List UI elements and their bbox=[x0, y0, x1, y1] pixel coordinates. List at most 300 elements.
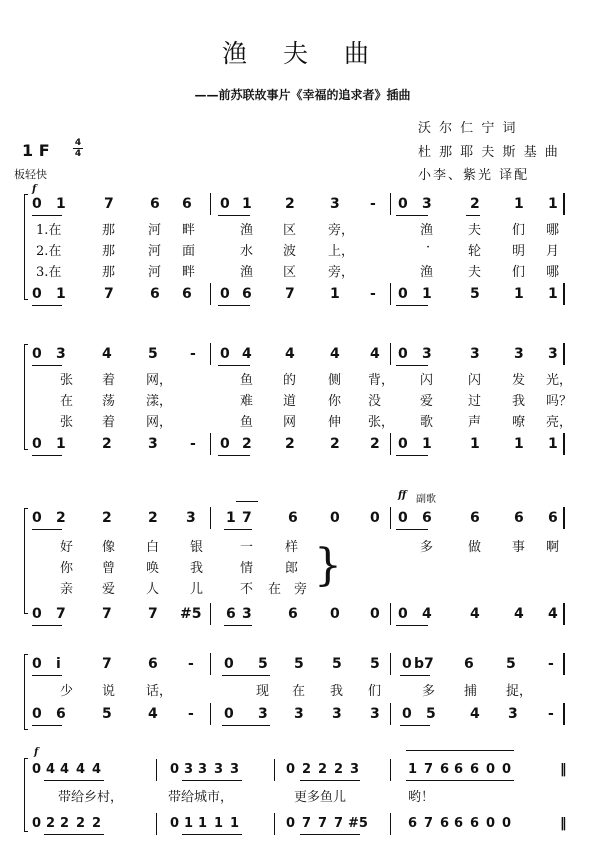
lyric: 我 bbox=[512, 394, 526, 409]
note: 0 bbox=[32, 346, 42, 362]
note: 5 bbox=[370, 656, 380, 672]
barline bbox=[390, 603, 391, 625]
note: 3 bbox=[370, 706, 380, 722]
system-bracket bbox=[24, 194, 28, 300]
note: 0 bbox=[224, 706, 234, 722]
note: 0 bbox=[220, 196, 230, 212]
lyrics-verse-1 bbox=[30, 369, 573, 388]
lyrics-verse-1 bbox=[30, 219, 570, 237]
note: 4 bbox=[242, 346, 252, 362]
lyric: 1.在 bbox=[36, 223, 62, 238]
note: 0 bbox=[32, 196, 42, 212]
barline bbox=[274, 759, 275, 781]
note: 0 bbox=[220, 286, 230, 302]
note: #5 bbox=[180, 606, 202, 622]
note: 7 bbox=[318, 816, 328, 831]
barline bbox=[563, 653, 565, 675]
lyric: 河 bbox=[148, 223, 162, 238]
barline bbox=[390, 703, 391, 725]
lyric: 人 bbox=[146, 582, 160, 597]
beam bbox=[400, 675, 430, 676]
barline bbox=[563, 343, 565, 365]
lyric: 我 bbox=[190, 561, 204, 576]
note: 3 bbox=[186, 510, 196, 526]
lyric: 网 bbox=[283, 415, 297, 430]
note: 4 bbox=[76, 762, 86, 777]
note: 0 bbox=[330, 510, 340, 526]
barline bbox=[563, 433, 565, 455]
note: 7 bbox=[102, 606, 112, 622]
lyrics-verse-2 bbox=[30, 390, 573, 409]
translator-credit: 小李、紫光 译配 bbox=[418, 168, 530, 183]
system-bracket bbox=[24, 758, 28, 832]
note: 4 bbox=[285, 346, 295, 362]
note: 4 bbox=[102, 346, 112, 362]
note: 5 bbox=[470, 286, 480, 302]
note: 7 bbox=[104, 196, 114, 212]
lower-voice-row bbox=[30, 706, 570, 726]
lyric: 吗？ bbox=[546, 394, 573, 409]
note: 2 bbox=[92, 816, 102, 831]
note: 3 bbox=[184, 762, 194, 777]
lyric: 像 bbox=[102, 540, 116, 555]
note: 7 bbox=[242, 510, 252, 526]
barline bbox=[563, 603, 565, 625]
note: 0 bbox=[398, 606, 408, 622]
upper-voice-row bbox=[30, 196, 570, 216]
beam bbox=[396, 305, 428, 306]
barline bbox=[274, 813, 275, 835]
lyric: 月 bbox=[546, 244, 560, 259]
note: 6 bbox=[422, 510, 432, 526]
note: 3 bbox=[148, 436, 158, 452]
note: 6 bbox=[182, 196, 192, 212]
note: 0 bbox=[398, 510, 408, 526]
note: 0 bbox=[32, 436, 42, 452]
lyric: 闪 bbox=[420, 373, 434, 388]
note: 0 bbox=[502, 816, 512, 831]
note: 0 bbox=[486, 762, 496, 777]
note: 4 bbox=[370, 346, 380, 362]
note: 4 bbox=[148, 706, 158, 722]
note: 4 bbox=[470, 606, 480, 622]
key-signature: 1 F bbox=[22, 141, 50, 160]
lyric: 哪 bbox=[546, 265, 560, 280]
lyrics-verse-3 bbox=[30, 261, 570, 279]
beam bbox=[224, 625, 252, 626]
note: 1 bbox=[330, 286, 340, 302]
note: 2 bbox=[56, 510, 66, 526]
beam bbox=[218, 455, 250, 456]
lyric: 光， bbox=[546, 373, 573, 388]
note: 7 bbox=[148, 606, 158, 622]
lyric: 张， bbox=[368, 415, 395, 430]
note: 1 bbox=[56, 196, 66, 212]
note: 0 bbox=[170, 762, 180, 777]
song-subtitle: ——前苏联故事片《幸福的追求者》插曲 bbox=[194, 88, 411, 102]
lyric: 带给乡村， bbox=[58, 790, 124, 805]
beam bbox=[396, 529, 428, 530]
note: - bbox=[190, 346, 196, 362]
note: 1 bbox=[56, 286, 66, 302]
note: 1 bbox=[56, 436, 66, 452]
note: 2 bbox=[102, 510, 112, 526]
beam bbox=[396, 625, 428, 626]
lyric: 我 bbox=[330, 684, 344, 699]
lyric: 侧 bbox=[328, 373, 342, 388]
barline bbox=[210, 703, 211, 725]
lyric: · bbox=[426, 240, 431, 255]
note: 6 bbox=[242, 286, 252, 302]
note: 1 bbox=[548, 286, 558, 302]
note: 0 bbox=[398, 196, 408, 212]
note: 1 bbox=[514, 286, 524, 302]
lyric: 渔 bbox=[420, 223, 434, 238]
note: - bbox=[548, 706, 554, 722]
note: 3 bbox=[422, 196, 432, 212]
note: 0 bbox=[370, 606, 380, 622]
lyric: 网， bbox=[146, 373, 173, 388]
note: 4 bbox=[46, 762, 56, 777]
lower-voice-row bbox=[30, 436, 570, 456]
lyric: 那 bbox=[102, 265, 116, 280]
note: 6 bbox=[470, 762, 480, 777]
lyric: 们 bbox=[368, 684, 382, 699]
barline bbox=[390, 193, 391, 215]
note: 1 bbox=[242, 196, 252, 212]
note: #5 bbox=[348, 816, 368, 831]
lyric: 网， bbox=[146, 415, 173, 430]
system-bracket bbox=[24, 654, 28, 730]
note: 0 bbox=[330, 606, 340, 622]
note: 2 bbox=[470, 196, 480, 212]
note: 6 bbox=[288, 510, 298, 526]
lyric: 不 bbox=[240, 582, 254, 597]
lyric: 张 bbox=[60, 373, 74, 388]
note: 3 bbox=[258, 706, 268, 722]
lyrics-verse-1 bbox=[30, 786, 570, 804]
note: 0 bbox=[398, 346, 408, 362]
lyric: 带给城市， bbox=[168, 790, 234, 805]
note: 5 bbox=[258, 656, 268, 672]
note: 2 bbox=[76, 816, 86, 831]
beam bbox=[182, 834, 242, 835]
note: 1 bbox=[230, 816, 240, 831]
note: - bbox=[370, 286, 376, 302]
lyric: 多 bbox=[422, 684, 436, 699]
song-title: 渔 夫 曲 bbox=[222, 39, 383, 68]
note: 0 bbox=[486, 816, 496, 831]
chorus-label: 副歌 bbox=[416, 494, 436, 505]
note: 0 bbox=[286, 816, 296, 831]
note: 1 bbox=[408, 762, 418, 777]
lyrics-verse-2 bbox=[30, 240, 570, 258]
beam bbox=[222, 725, 270, 726]
beam bbox=[466, 215, 480, 216]
lyricist-credit: 沃 尔 仁 宁 词 bbox=[418, 121, 518, 136]
lyric: 渔 bbox=[420, 265, 434, 280]
note: 7 bbox=[424, 762, 434, 777]
note: 7 bbox=[56, 606, 66, 622]
lyric: 夫 bbox=[468, 265, 482, 280]
beam bbox=[32, 215, 62, 216]
lyric: 过 bbox=[468, 394, 482, 409]
note: 0 bbox=[170, 816, 180, 831]
lyric: 明 bbox=[512, 244, 526, 259]
composer-credit: 杜 那 耶 夫 斯 基 曲 bbox=[418, 145, 560, 160]
note: 0 bbox=[398, 286, 408, 302]
time-signature bbox=[72, 138, 84, 159]
note: 3 bbox=[350, 762, 360, 777]
note: 4 bbox=[92, 762, 102, 777]
beam bbox=[396, 455, 428, 456]
note: 6 bbox=[150, 196, 160, 212]
lyric: 哟！ bbox=[408, 790, 435, 805]
note: 2 bbox=[318, 762, 328, 777]
lyric: 白 bbox=[146, 540, 160, 555]
beam bbox=[32, 455, 62, 456]
note: 1 bbox=[514, 196, 524, 212]
beam bbox=[32, 625, 62, 626]
barline bbox=[156, 813, 157, 835]
lyric: 畔 bbox=[182, 223, 196, 238]
note: 1 bbox=[548, 196, 558, 212]
upper-voice-row bbox=[30, 656, 570, 676]
beam bbox=[218, 365, 250, 366]
note: 7 bbox=[334, 816, 344, 831]
final-barline: ‖ bbox=[560, 816, 567, 831]
barline bbox=[390, 813, 391, 835]
time-signature-top: 4 bbox=[74, 138, 82, 148]
lyric: 荡 bbox=[102, 394, 116, 409]
lyric: 在 bbox=[292, 684, 306, 699]
dynamic-f-final: f bbox=[34, 747, 39, 758]
barline bbox=[210, 507, 211, 529]
lyrics-verse-1 bbox=[30, 536, 570, 554]
lyric: 鱼 bbox=[240, 415, 254, 430]
note: 6 bbox=[470, 816, 480, 831]
lyric: 面 bbox=[182, 244, 196, 259]
barline bbox=[390, 759, 391, 781]
note: 7 bbox=[104, 286, 114, 302]
barline bbox=[210, 193, 211, 215]
note: 5 bbox=[102, 706, 112, 722]
lyric: 在 bbox=[60, 394, 74, 409]
final-barline: ‖ bbox=[560, 762, 567, 777]
lyric: 唤 bbox=[146, 561, 160, 576]
note: 1 bbox=[514, 436, 524, 452]
lyric: 你 bbox=[328, 394, 342, 409]
lyric: 儿 bbox=[190, 582, 204, 597]
note: 0 bbox=[402, 656, 412, 672]
lyric: 旁， bbox=[328, 265, 355, 280]
note: 1 bbox=[198, 816, 208, 831]
lyric: 背， bbox=[368, 373, 395, 388]
note: 0 bbox=[220, 346, 230, 362]
note: b7 bbox=[414, 656, 434, 672]
note: 4 bbox=[330, 346, 340, 362]
note: 0 bbox=[32, 816, 42, 831]
note: 1 bbox=[470, 436, 480, 452]
note: - bbox=[188, 706, 194, 722]
lower-voice-row bbox=[30, 606, 570, 626]
lyric: 旁 bbox=[294, 582, 308, 597]
note: 3 bbox=[332, 706, 342, 722]
lyric: 少 bbox=[60, 684, 74, 699]
note: - bbox=[370, 196, 376, 212]
lyrics-verse-3 bbox=[30, 578, 570, 596]
lyric: 畔 bbox=[182, 265, 196, 280]
lyric: 张 bbox=[60, 415, 74, 430]
note: 6 bbox=[288, 606, 298, 622]
lyric: 伸 bbox=[328, 415, 342, 430]
lyric: 银 bbox=[190, 540, 204, 555]
note: 0 bbox=[32, 510, 42, 526]
beam bbox=[44, 834, 104, 835]
lower-voice-row bbox=[30, 286, 570, 306]
lyric: 嘹 bbox=[512, 415, 526, 430]
note: 2 bbox=[60, 816, 70, 831]
note: 0 bbox=[286, 762, 296, 777]
lyric: 做 bbox=[468, 540, 482, 555]
beam bbox=[44, 780, 104, 781]
note: 1 bbox=[422, 436, 432, 452]
beam bbox=[218, 215, 250, 216]
barline bbox=[563, 507, 565, 529]
lyric: 发 bbox=[512, 373, 526, 388]
note: 0 bbox=[32, 286, 42, 302]
lyric: 捉， bbox=[506, 684, 533, 699]
beam bbox=[396, 365, 428, 366]
barline bbox=[210, 603, 211, 625]
note: - bbox=[190, 436, 196, 452]
barline bbox=[390, 283, 391, 305]
note: 5 bbox=[506, 656, 516, 672]
barline bbox=[210, 283, 211, 305]
lyric: 旁， bbox=[328, 223, 355, 238]
note: 0 bbox=[224, 656, 234, 672]
beam bbox=[32, 529, 62, 530]
lyric: 声 bbox=[468, 415, 482, 430]
barline bbox=[390, 653, 391, 675]
note: 5 bbox=[294, 656, 304, 672]
lyric: 你 bbox=[60, 561, 74, 576]
barline bbox=[563, 283, 565, 305]
note: 1 bbox=[226, 510, 236, 526]
barline bbox=[563, 703, 565, 725]
lyric: 多 bbox=[420, 540, 434, 555]
dynamic-ff-chorus: ff bbox=[398, 490, 407, 501]
lyric: 没 bbox=[368, 394, 382, 409]
note: 2 bbox=[285, 196, 295, 212]
note: 6 bbox=[454, 762, 464, 777]
note: 2 bbox=[330, 436, 340, 452]
score-system-2 bbox=[30, 346, 573, 456]
lyric: 爱 bbox=[102, 582, 116, 597]
lyric: 情 bbox=[240, 561, 254, 576]
lyric: 着 bbox=[102, 415, 116, 430]
note: 4 bbox=[514, 606, 524, 622]
note: 3 bbox=[422, 346, 432, 362]
lyric: 上， bbox=[328, 244, 355, 259]
upper-voice-row bbox=[30, 510, 570, 530]
note: 3 bbox=[294, 706, 304, 722]
lyric: 渔 bbox=[240, 223, 254, 238]
note: 2 bbox=[102, 436, 112, 452]
note: 3 bbox=[242, 606, 252, 622]
lyric: 的 bbox=[283, 373, 297, 388]
lyric: 歌 bbox=[420, 415, 434, 430]
lyric: 事 bbox=[512, 540, 526, 555]
note: 3 bbox=[198, 762, 208, 777]
note: 0 bbox=[502, 762, 512, 777]
lyric: 爱 bbox=[420, 394, 434, 409]
lyric: 着 bbox=[102, 373, 116, 388]
system-bracket bbox=[24, 508, 28, 614]
lower-voice-row bbox=[30, 816, 570, 836]
note: 0 bbox=[32, 606, 42, 622]
lyric: 话， bbox=[146, 684, 173, 699]
note: 6 bbox=[148, 656, 158, 672]
note: 2 bbox=[148, 510, 158, 526]
note: 6 bbox=[514, 510, 524, 526]
note: 6 bbox=[464, 656, 474, 672]
note: 6 bbox=[548, 510, 558, 526]
barline bbox=[390, 343, 391, 365]
beam bbox=[32, 725, 62, 726]
beam bbox=[300, 834, 360, 835]
beam bbox=[32, 305, 62, 306]
beam bbox=[400, 725, 430, 726]
upper-voice-row bbox=[30, 762, 570, 782]
lyric: 道 bbox=[283, 394, 297, 409]
beam bbox=[32, 365, 62, 366]
note: 6 bbox=[470, 510, 480, 526]
lyrics-verse-1 bbox=[30, 680, 570, 698]
note: 4 bbox=[60, 762, 70, 777]
beam bbox=[218, 305, 250, 306]
lyric: 鱼 bbox=[240, 373, 254, 388]
barline bbox=[390, 433, 391, 455]
verse-group-brace: } bbox=[314, 540, 342, 591]
time-signature-bottom: 4 bbox=[74, 149, 82, 159]
lyric: 曾 bbox=[102, 561, 116, 576]
note: 7 bbox=[285, 286, 295, 302]
lyric: 漾， bbox=[146, 394, 173, 409]
lyric: 样 bbox=[285, 540, 299, 555]
upper-voice-row bbox=[30, 346, 570, 366]
note: 7 bbox=[424, 816, 434, 831]
lyric: 啊 bbox=[546, 540, 560, 555]
note: 0 bbox=[370, 510, 380, 526]
slur bbox=[236, 501, 258, 502]
note: 7 bbox=[302, 816, 312, 831]
lyric: 河 bbox=[148, 244, 162, 259]
lyric: 波 bbox=[283, 244, 297, 259]
note: 1 bbox=[184, 816, 194, 831]
score-system-3 bbox=[30, 510, 570, 620]
score-system-4 bbox=[30, 656, 570, 736]
barline bbox=[563, 193, 565, 215]
note: 3 bbox=[214, 762, 224, 777]
note: 7 bbox=[102, 656, 112, 672]
note: 4 bbox=[548, 606, 558, 622]
note: 0 bbox=[32, 762, 42, 777]
lyric: 难 bbox=[240, 394, 254, 409]
lyric: 亲 bbox=[60, 582, 74, 597]
note: 5 bbox=[332, 656, 342, 672]
note: 3 bbox=[230, 762, 240, 777]
